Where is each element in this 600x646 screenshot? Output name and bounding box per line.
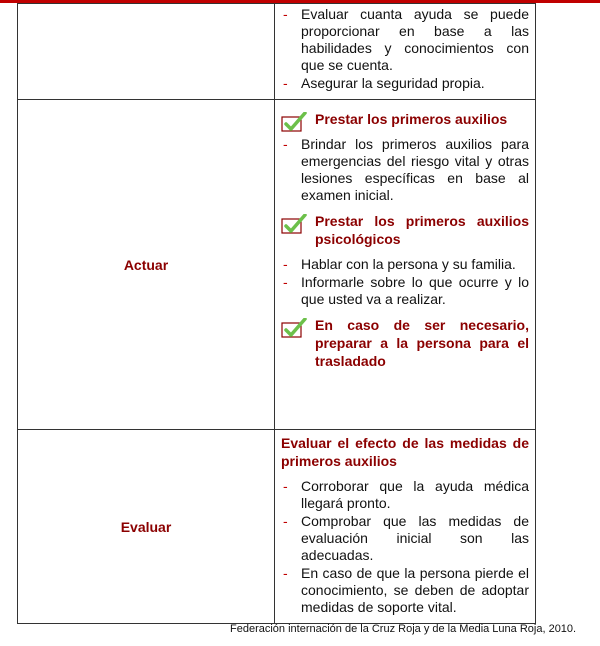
section-heading: Evaluar el efecto de las medidas de primeros auxilios	[281, 435, 529, 469]
checkbox-check-icon	[281, 112, 307, 132]
list-item: - Hablar con la persona y su familia.	[283, 256, 516, 272]
dash-marker: -	[283, 274, 288, 290]
table-row	[18, 430, 536, 624]
dash-marker: -	[283, 478, 288, 494]
table-row	[18, 100, 536, 430]
section-heading: Prestar los primeros auxilios psicológicos	[281, 212, 529, 248]
bullet-list	[281, 478, 529, 616]
list-item: - Evaluar cuanta ayuda se puede proporcionar en base a las habilidades y conocimientos con que se cuenta.	[283, 6, 529, 73]
bullet-list	[281, 6, 529, 92]
list-item: - En caso de que la persona pierde el conocimiento, se deben de adoptar medidas de soporte vital.	[283, 565, 529, 615]
dash-marker: -	[283, 75, 288, 91]
list-item: - Brindar los primeros auxilios para emergencias del riesgo vital y otras lesiones específicas en base al examen inicial.	[283, 136, 529, 203]
list-item: - Asegurar la seguridad propia.	[283, 75, 485, 91]
section-heading: En caso de ser necesario, preparar a la persona para el trasladado	[281, 316, 529, 370]
dash-marker: -	[283, 136, 288, 152]
source-citation: Federación internación de la Cruz Roja y de la Media Luna Roja, 2010.	[230, 623, 577, 635]
dash-marker: -	[283, 565, 288, 581]
bullet-list	[281, 256, 529, 308]
table-row	[18, 4, 536, 100]
first-aid-steps-table	[17, 3, 536, 624]
dash-marker: -	[283, 256, 288, 272]
dash-marker: -	[283, 6, 288, 22]
row-content	[275, 4, 536, 100]
section-heading: Prestar los primeros auxilios	[281, 110, 529, 128]
dash-marker: -	[283, 513, 288, 529]
checkbox-check-icon	[281, 214, 307, 234]
row-content	[275, 430, 536, 624]
list-item: - Corroborar que la ayuda médica llegará pronto.	[283, 478, 529, 511]
bullet-list	[281, 136, 529, 204]
row-label-actuar: Actuar	[18, 100, 275, 430]
row-label-evaluar: Evaluar	[18, 430, 275, 624]
checkbox-check-icon	[281, 318, 307, 338]
list-item: - Informarle sobre lo que ocurre y lo que usted va a realizar.	[283, 274, 529, 307]
list-item: - Comprobar que las medidas de evaluación inicial son las adecuadas.	[283, 513, 529, 563]
row-content	[275, 100, 536, 430]
row-label-empty	[18, 4, 275, 100]
